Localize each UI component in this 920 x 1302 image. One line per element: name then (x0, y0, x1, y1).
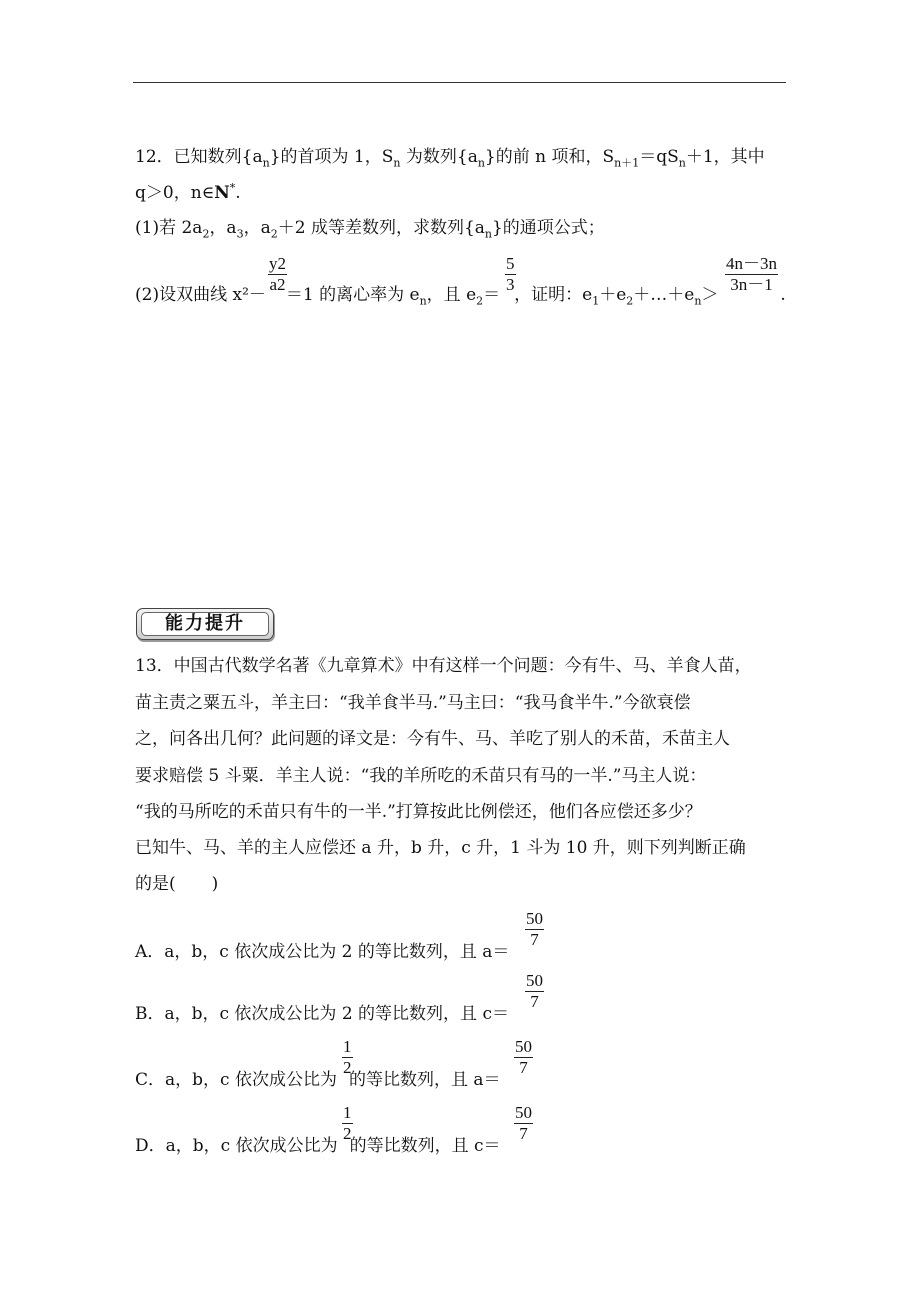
fraction-numerator: 4n－3n (726, 254, 777, 273)
option-b[interactable]: B．a，b，c 依次成公比为 2 的等比数列，且 c＝ (135, 1004, 509, 1024)
q12-stem-line2: q＞0，n∈N*. (135, 181, 241, 203)
fraction-numerator: 5 (506, 254, 515, 273)
header-rule (133, 82, 786, 83)
option-c-ratio-fraction: $\frac{1}{2}$ (343, 1037, 352, 1077)
q13-line-5: “我的马所吃的禾苗只有牛的一半.”打算按此比例偿还，他们各应偿还多少？ (135, 802, 702, 822)
option-c[interactable]: C．a，b，c 依次成公比为 的等比数列，且 a＝ (135, 1070, 501, 1090)
option-a[interactable]: A．a，b，c 依次成公比为 2 的等比数列，且 a＝ (135, 942, 510, 962)
option-a-value-fraction: $\frac{50}{7}$ (526, 909, 543, 949)
fraction-numerator: y2 (269, 254, 286, 273)
option-d-value-fraction: $\frac{50}{7}$ (515, 1103, 532, 1143)
fraction-5-over-3 (505, 254, 516, 295)
fraction-y2-over-a2 (268, 254, 287, 295)
option-d[interactable]: D．a，b，c 依次成公比为 的等比数列，且 c＝ (135, 1136, 501, 1156)
q13-line-3: 之，问各出几何？此问题的译文是：今有牛、马、羊吃了别人的禾苗，禾苗主人 (135, 729, 730, 749)
fraction-denominator: a2 (269, 275, 286, 294)
section-badge (136, 608, 274, 640)
q12-part1: (1)若 $2a_2$，$a_3$，$a_2+2$ 成等差数列，求数列$\{a_n\}$的通项公式； (135, 218, 605, 241)
q13-line-7: 的是( ) (135, 874, 219, 894)
option-b-value-fraction: $\frac{50}{7}$ (526, 971, 543, 1011)
fraction-bound (725, 254, 778, 295)
q13-line-2: 苗主责之粟五斗，羊主曰：“我羊食半马.”马主曰：“我马食半牛.”今欲衰偿 (135, 693, 691, 713)
q12-part2: (2)设双曲线 x²－ ＝1 的离心率为 $e_n$，且 $e_2=$ ，证明：$e_1+e_2+\dots+e_n>$ . (135, 285, 786, 308)
q13-line-4: 要求赔偿 5 斗粟．羊主人说：“我的羊所吃的禾苗只有马的一半.”马主人说： (135, 766, 707, 786)
fraction-denominator: 3 (506, 275, 515, 294)
q12-stem-line1: 12．已知数列$\{a_n\}$的首项为 1，$S_n$ 为数列$\{a_n\}$的前 n 项和，$S_{n+1}=qS_n+1$，其中 (135, 147, 765, 170)
option-d-ratio-fraction: $\frac{1}{2}$ (343, 1103, 352, 1143)
q13-line-6: 已知牛、马、羊的主人应偿还 a 升，b 升，c 升，1 斗为 10 升，则下列判断正确 (135, 838, 746, 858)
section-badge-label: 能力提升 (141, 612, 269, 636)
option-c-value-fraction: $\frac{50}{7}$ (515, 1037, 532, 1077)
fraction-denominator: 3n－1 (730, 275, 773, 294)
q13-line-1: 13．中国古代数学名著《九章算术》中有这样一个问题：今有牛、马、羊食人苗， (135, 656, 752, 676)
